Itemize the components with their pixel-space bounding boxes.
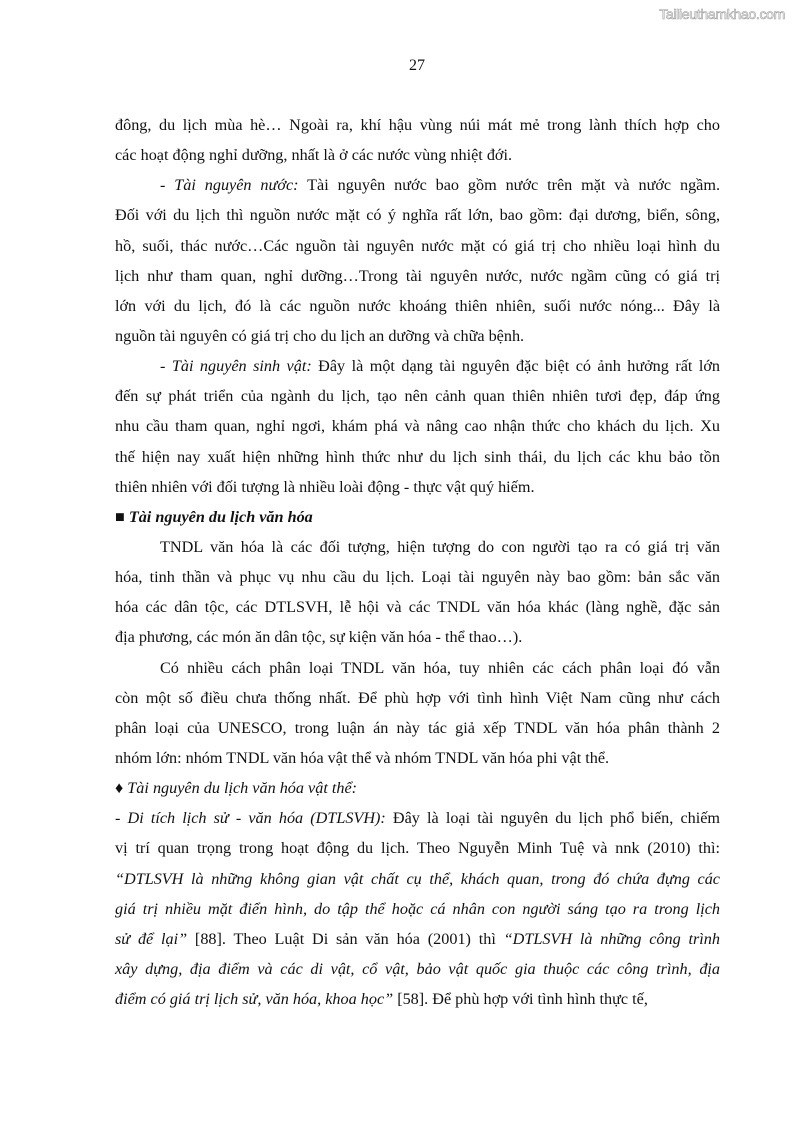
text-line (115, 984, 720, 1014)
text-segment: Đây là một dạng tài nguyên đặc biệt có ảnh hưởng rất lớn (311, 357, 721, 376)
text-segment: đến sự phát triển của ngành du lịch, tạo nên cảnh quan thiên nhiên tươi đẹp, đáp ứng (115, 387, 720, 406)
text-segment: TNDL văn hóa là các đối tượng, hiện tượng do con người tạo ra có giá trị văn (160, 537, 720, 556)
italic-text: xây dựng, địa điểm và các di vật, cổ vật, bảo vật quốc gia thuộc các công trình, địa (115, 959, 720, 978)
text-segment: thiên nhiên với đối tượng là nhiều loài động - thực vật quý hiếm. (115, 477, 535, 496)
text-line (115, 773, 720, 803)
paragraph (115, 351, 720, 502)
text-line (115, 713, 720, 743)
text-line (115, 622, 720, 652)
text-line (115, 442, 720, 472)
text-segment: đông, du lịch mùa hè… Ngoài ra, khí hậu vùng núi mát mẻ trong lành thích hợp cho (115, 116, 720, 134)
text-segment: Đối với du lịch thì nguồn nước mặt có ý nghĩa rất lớn, bao gồm: đại dương, biển, sông, (115, 206, 720, 225)
text-segment: phân loại của UNESCO, trong luận án này tác giả xếp TNDL văn hóa phân thành 2 (115, 718, 720, 737)
text-segment: lớn với du lịch, đó là các nguồn nước khoáng thiên nhiên, suối nước nóng... Đây là (115, 296, 720, 315)
text-line (115, 803, 720, 833)
text-segment: Đây là loại tài nguyên du lịch phổ biến, chiếm (385, 809, 720, 828)
text-segment: lịch như tham quan, nghỉ dưỡng…Trong tài nguyên nước, nước ngầm cũng có giá trị (115, 266, 720, 285)
text-line (115, 833, 720, 863)
text-line (115, 743, 720, 773)
text-line (115, 894, 720, 924)
italic-text: “DTLSVH là những không gian vật chất cụ thể, khách quan, trong đó chứa đựng các (115, 869, 720, 888)
text-line (115, 200, 720, 230)
text-line (115, 140, 720, 170)
text-line (115, 683, 720, 713)
italic-text: “DTLSVH là những công trình (503, 929, 720, 948)
text-segment: còn một số điều chưa thống nhất. Để phù hợp với tình hình Việt Nam cũng như cách (115, 688, 720, 707)
text-line (115, 864, 720, 894)
text-line (115, 170, 720, 200)
text-line (115, 231, 720, 261)
paragraph (115, 532, 720, 653)
text-line (115, 954, 720, 984)
paragraph (115, 110, 720, 170)
text-segment: Tài nguyên nước bao gồm nước trên mặt và nước ngầm. (298, 176, 720, 195)
italic-text: Tài nguyên nước: (174, 176, 299, 195)
paragraph (115, 653, 720, 774)
text-segment: địa phương, các món ăn dân tộc, sự kiện văn hóa - thể thao…). (115, 628, 523, 647)
text-line (115, 381, 720, 411)
text-line (115, 653, 720, 683)
italic-text: Di tích lịch sử - văn hóa (DTLSVH): (127, 809, 386, 828)
text-line (115, 110, 720, 140)
text-segment: nguồn tài nguyên có giá trị cho du lịch an dưỡng và chữa bệnh. (115, 326, 525, 345)
text-segment: nhu cầu tham quan, nghỉ ngơi, khám phá và nâng cao nhận thức cho khách du lịch. Xu (115, 417, 720, 436)
section-heading (115, 502, 720, 532)
text-line (115, 924, 720, 954)
italic-text: ♦ Tài nguyên du lịch văn hóa vật thể: (115, 779, 358, 798)
text-line (115, 321, 720, 351)
text-segment: vị trí quan trọng trong hoạt động du lịch. Theo Nguyễn Minh Tuệ và nnk (2010) thì: (115, 839, 720, 858)
text-line (115, 592, 720, 622)
text-segment: các hoạt động nghỉ dưỡng, nhất là ở các nước vùng nhiệt đới. (115, 146, 513, 165)
text-segment: hóa, tinh thần và phục vụ nhu cầu du lịch. Loại tài nguyên này bao gồm: bản sắc văn (115, 568, 720, 587)
text-line (115, 532, 720, 562)
text-line (115, 291, 720, 321)
text-line (115, 472, 720, 502)
text-segment: - (115, 809, 128, 828)
italic-text: sử để lại” (115, 929, 188, 948)
text-segment: [88]. Theo Luật Di sản văn hóa (2001) thì (187, 929, 504, 948)
text-segment: - (160, 176, 175, 195)
watermark: Tailieuthamkhao.com (659, 6, 785, 22)
text-segment: - (160, 357, 172, 376)
text-segment: hồ, suối, thác nước…Các nguồn tài nguyên nước mặt có giá trị cho nhiều loại hình du (115, 236, 720, 255)
paragraph (115, 170, 720, 351)
italic-text: Tài nguyên sinh vật: (171, 357, 312, 376)
text-segment: nhóm lớn: nhóm TNDL văn hóa vật thể và nhóm TNDL văn hóa phi vật thể. (115, 748, 610, 767)
text-line (115, 562, 720, 592)
text-line (115, 411, 720, 441)
text-line (115, 351, 720, 381)
text-line (115, 502, 720, 532)
text-segment: thế hiện nay xuất hiện những hình thức như du lịch sinh thái, du lịch các khu bảo tồn (115, 447, 720, 466)
text-segment: [58]. Để phù hợp với tình hình thực tế, (393, 990, 648, 1009)
italic-text: điểm có giá trị lịch sử, văn hóa, khoa học” (115, 990, 394, 1009)
text-segment: Có nhiều cách phân loại TNDL văn hóa, tuy nhiên các cách phân loại đó vẫn (160, 658, 720, 677)
text-line (115, 261, 720, 291)
document-body (115, 110, 720, 1014)
paragraph (115, 803, 720, 1014)
text-segment: hóa các dân tộc, các DTLSVH, lễ hội và các TNDL văn hóa khác (làng nghề, đặc sản (115, 598, 720, 617)
text-segment: ■ Tài nguyên du lịch văn hóa (115, 507, 313, 526)
page-number: 27 (409, 57, 425, 74)
paragraph (115, 773, 720, 803)
italic-text: giá trị nhiều mặt điển hình, do tập thể hoặc cá nhân con người sáng tạo ra trong lịch (115, 899, 720, 918)
